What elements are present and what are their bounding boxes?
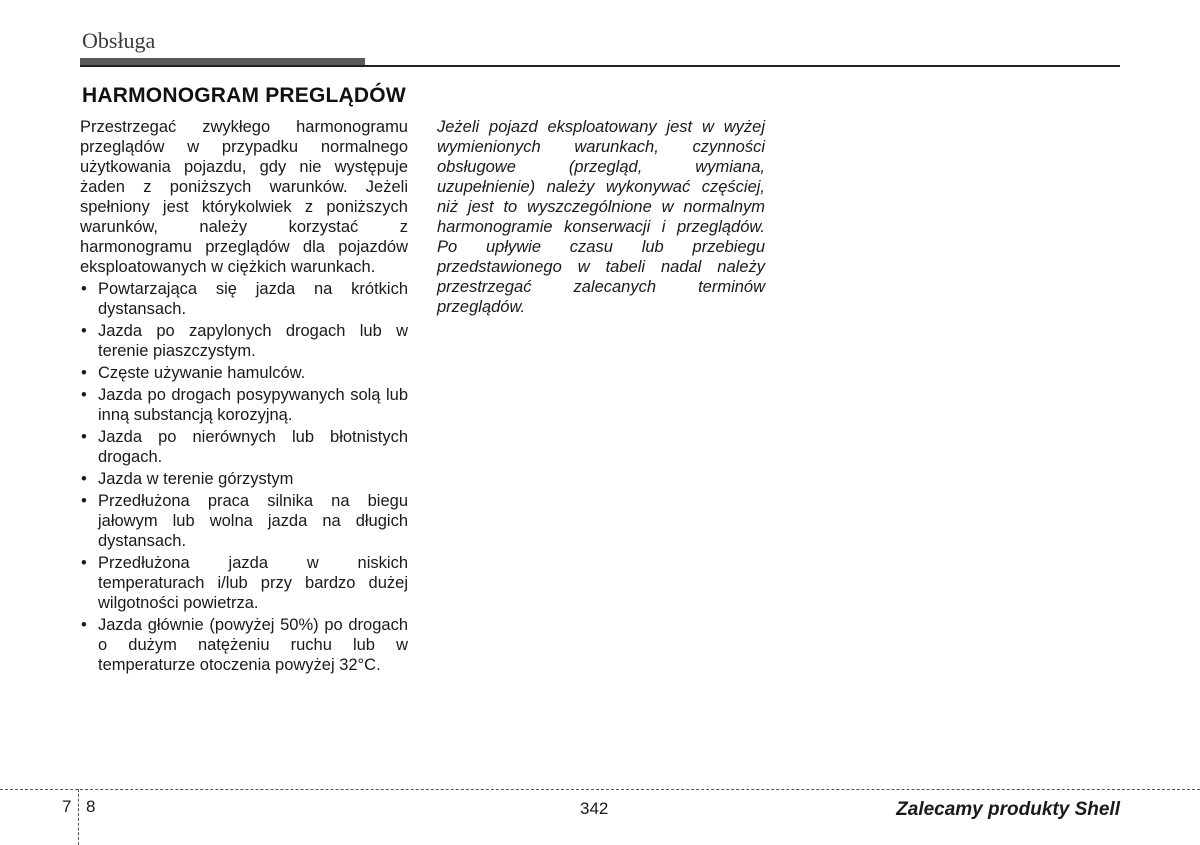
list-item: • Przedłużona praca silnika na biegu jałowym lub wolna jazda na długich dystansach. xyxy=(80,491,408,551)
list-item: • Jazda głównie (powyżej 50%) po drogach o dużym natężeniu ruchu lub w temperaturze otoczenia powyżej 32°C. xyxy=(80,615,408,675)
conditions-list xyxy=(80,279,408,675)
page-number: 342 xyxy=(580,799,609,818)
footer-rule xyxy=(0,789,1200,790)
right-column xyxy=(437,117,765,317)
section-title: Obsługa xyxy=(82,28,156,53)
intro-paragraph: Przestrzegać zwykłego harmonogramu przeglądów w przypadku normalnego użytkowania pojazdu, gdy nie występuje żaden z poniższych warunków. Jeżeli spełniony jest którykolwiek z poniższych warunków, należy korzystać z harmonogramu przeglądów dla pojazdów eksploatowanych w ciężkich warunkach. xyxy=(80,118,408,276)
chapter-number: 7 xyxy=(62,797,72,816)
list-item: • Jazda w terenie górzystym xyxy=(80,469,408,489)
page-heading: HARMONOGRAM PREGLĄDÓW xyxy=(82,84,406,107)
list-item: • Częste używanie hamulców. xyxy=(80,363,408,383)
list-item: • Powtarzająca się jazda na krótkich dystansach. xyxy=(80,279,408,319)
header-rule-thin xyxy=(80,65,1120,67)
footer-divider xyxy=(78,789,79,845)
note-paragraph: Jeżeli pojazd eksploatowany jest w wyżej wymienionych warunkach, czynności obsługowe (przegląd, wymiana, uzupełnienie) należy wykonywać częściej, niż jest to wyszczególnione w normalnym harmonogramie konserwacji i przeglądów. Po upływie czasu lub przebiegu przedstawionego w tabeli nadal należy przestrzegać zalecanych terminów przeglądów. xyxy=(437,118,765,316)
footer-brand-text: Zalecamy produkty Shell xyxy=(896,799,1120,820)
chapter-page-number: 8 xyxy=(86,797,96,816)
list-item: • Przedłużona jazda w niskich temperaturach i/lub przy bardzo dużej wilgotności powietrza. xyxy=(80,553,408,613)
list-item: • Jazda po zapylonych drogach lub w terenie piaszczystym. xyxy=(80,321,408,361)
left-column xyxy=(80,117,408,677)
list-item: • Jazda po drogach posypywanych solą lub inną substancją korozyjną. xyxy=(80,385,408,425)
list-item: • Jazda po nierównych lub błotnistych drogach. xyxy=(80,427,408,467)
